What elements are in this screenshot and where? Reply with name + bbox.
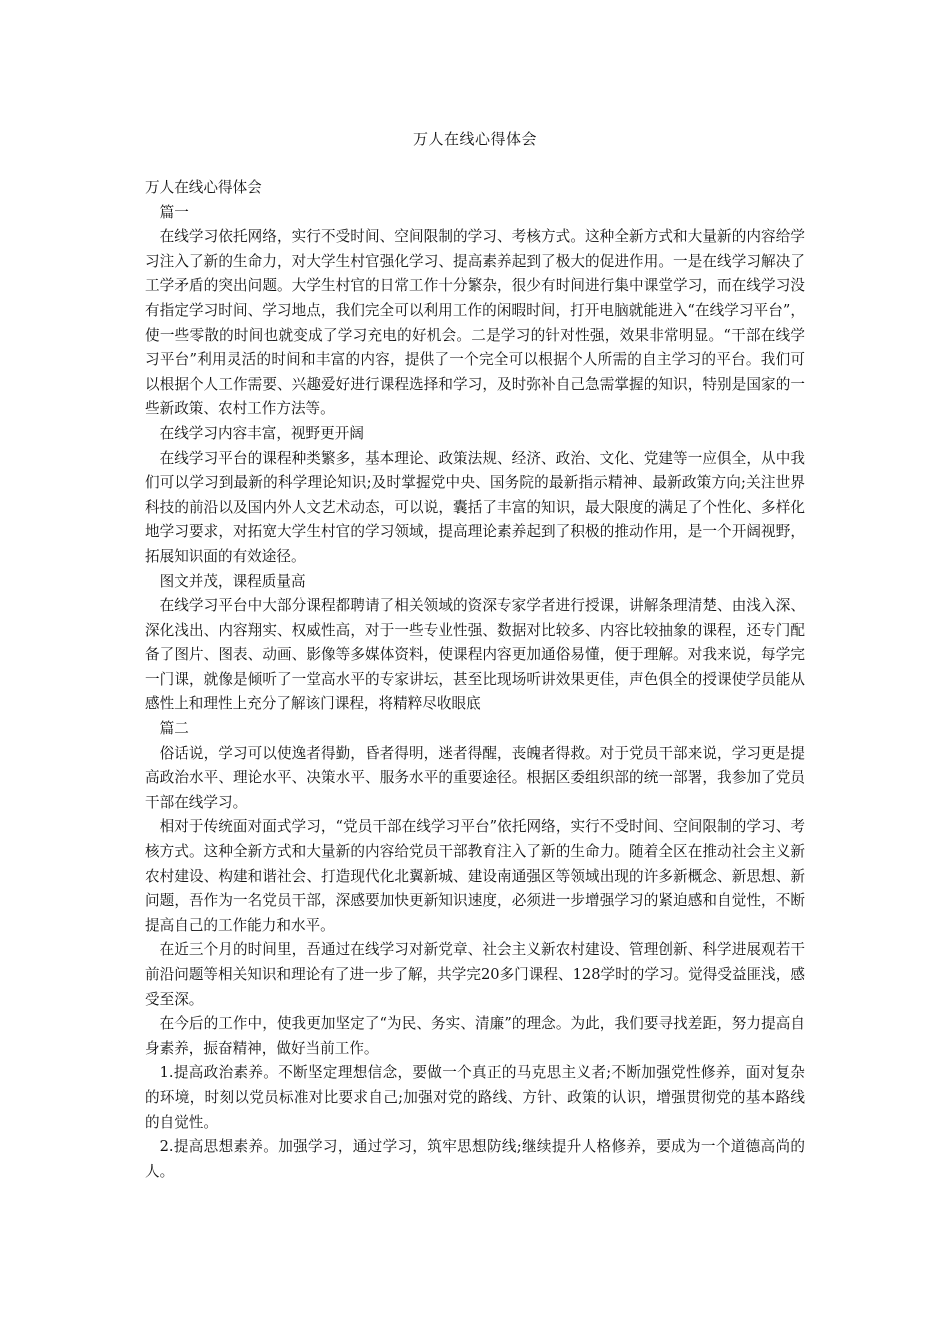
paragraph: 相对于传统面对面式学习，“党员干部在线学习平台”依托网络，实行不受时间、空间限制的学习、考核方式。这种全新方式和大量新的内容给党员干部教育注入了新的生命力。随着全区在推动社会主义新农村建设、构建和谐社会、打造现代化北翼新城、建设南通强区等领域出现的许多新概念、新思想、新问题，吾作为一名党员干部，深感要加快更新知识速度，必须进一步增强学习的紧迫感和自觉性，不断提高自己的工作能力和水平。 [145, 818, 805, 934]
paragraph: 在线学习平台中大部分课程都聘请了相关领域的资深专家学者进行授课，讲解条理清楚、由浅入深、深化浅出、内容翔实、权威性高，对于一些专业性强、数据对比较多、内容比较抽象的课程，还专门配备了图片、图表、动画、影像等多媒体资料，使课程内容更加通俗易懂，便于理解。对我来说，每学完一门课，就像是倾听了一堂高水平的专家讲坛，甚至比现场听讲效果更佳，声色俱全的授课使学员能从感性上和理性上充分了解该门课程，将精粹尽收眼底 [145, 597, 805, 713]
section-heading-part-two: 篇二 [159, 720, 189, 738]
document-body [145, 176, 805, 1184]
paragraph: 在线学习平台的课程种类繁多，基本理论、政策法规、经济、政治、文化、党建等一应俱全，从中我们可以学习到最新的科学理论知识;及时掌握党中央、国务院的最新指示精神、最新政策方向;关注世界科技的前沿以及国内外人文艺术动态，可以说，囊括了丰富的知识，最大限度的满足了个性化、多样化地学习要求，对拓宽大学生村官的学习领域，提高理论素养起到了积极的推动作用，是一个开阔视野，拓展知识面的有效途径。 [145, 449, 805, 565]
document-title: 万人在线心得体会 [412, 130, 537, 148]
paragraph: 在今后的工作中，使我更加坚定了“为民、务实、清廉”的理念。为此，我们要寻找差距，努力提高自身素养，振奋精神，做好当前工作。 [145, 1015, 805, 1057]
section-heading-part-one: 篇一 [159, 203, 189, 221]
section-heading: 在线学习内容丰富，视野更开阔 [159, 424, 364, 442]
paragraph: 俗话说，学习可以使逸者得勤，昏者得明，迷者得醒，丧魄者得救。对于党员干部来说，学习更是提高政治水平、理论水平、决策水平、服务水平的重要途径。根据区委组织部的统一部署，我参加了党员干部在线学习。 [145, 744, 805, 811]
paragraph: 在近三个月的时间里，吾通过在线学习对新党章、社会主义新农村建设、管理创新、科学进展观若干前沿问题等相关知识和理论有了进一步了解，共学完20多门课程、128学时的学习。觉得受益匪浅，感受至深。 [145, 941, 805, 1008]
paragraph: 在线学习依托网络，实行不受时间、空间限制的学习、考核方式。这种全新方式和大量新的内容给学习注入了新的生命力，对大学生村官强化学习、提高素养起到了极大的促进作用。一是在线学习解决了工学矛盾的突出问题。大学生村官的日常工作十分繁杂，很少有时间进行集中课堂学习，而在线学习没有指定学习时间、学习地点，我们完全可以利用工作的闲暇时间，打开电脑就能进入“在线学习平台”，使一些零散的时间也就变成了学习充电的好机会。二是学习的针对性强，效果非常明显。“干部在线学习平台”利用灵活的时间和丰富的内容，提供了一个完全可以根据个人所需的自主学习的平台。我们可以根据个人工作需要、兴趣爱好进行课程选择和学习，及时弥补自己急需掌握的知识，特别是国家的一些新政策、农村工作方法等。 [145, 228, 805, 418]
document-subtitle: 万人在线心得体会 [145, 179, 262, 196]
section-heading: 图文并茂，课程质量高 [159, 572, 306, 590]
list-item: 1.提高政治素养。不断坚定理想信念，要做一个真正的马克思主义者;不断加强党性修养，面对复杂的环境，时刻以党员标准对比要求自己;加强对党的路线、方针、政策的认识，增强贯彻党的基本路线的自觉性。 [145, 1064, 805, 1131]
list-item: 2.提高思想素养。加强学习，通过学习，筑牢思想防线;继续提升人格修养，要成为一个道德高尚的人。 [145, 1138, 805, 1180]
